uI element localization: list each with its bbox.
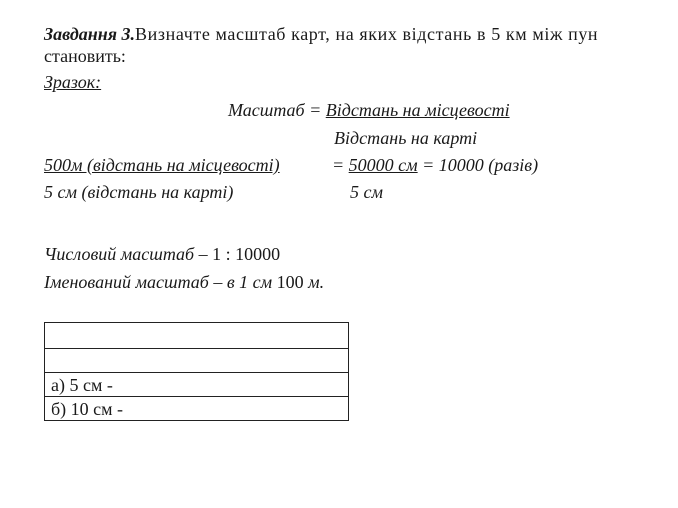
calc-eq1: = xyxy=(332,155,349,175)
calc-numerator-line xyxy=(44,155,280,175)
formula-numerator-line xyxy=(228,100,510,120)
calc-result-line xyxy=(332,155,538,175)
table-header-row xyxy=(45,323,348,348)
named-scale-label: Іменований масштаб – в 1 см xyxy=(44,272,273,292)
table-row: б) 10 см - xyxy=(45,396,348,420)
numeric-scale-value: – 1 : 10000 xyxy=(194,244,281,264)
numeric-scale-label: Числовий масштаб xyxy=(44,244,195,264)
task-line xyxy=(44,24,598,44)
task-label: Завдання 3. xyxy=(44,24,136,44)
sample-label: Зразок: xyxy=(44,72,102,92)
calc-value-num: 50000 см xyxy=(348,155,418,175)
numeric-scale-line xyxy=(44,244,280,264)
named-scale-line xyxy=(44,272,324,292)
named-scale-unit: м. xyxy=(308,272,325,292)
table-row: а) 5 см - xyxy=(45,372,348,396)
task-continuation: становить: xyxy=(44,46,126,66)
formula-left: Масштаб = xyxy=(228,100,326,120)
calc-denominator: 5 см (відстань на карті) xyxy=(44,182,234,202)
table-blank-row xyxy=(45,348,348,372)
calc-eq2: = 10000 (разів) xyxy=(417,155,539,175)
formula-numerator: Відстань на місцевості xyxy=(325,100,510,120)
task-text: Визначте масштаб карт, на яких відстань в 5 км між пун xyxy=(135,24,599,44)
calc-value-den: 5 см xyxy=(350,182,383,202)
calc-numerator: 500м (відстань на місцевості) xyxy=(44,155,280,175)
formula-denominator: Відстань на карті xyxy=(334,128,478,148)
answer-table xyxy=(44,322,349,421)
named-scale-value: 100 xyxy=(272,272,309,292)
